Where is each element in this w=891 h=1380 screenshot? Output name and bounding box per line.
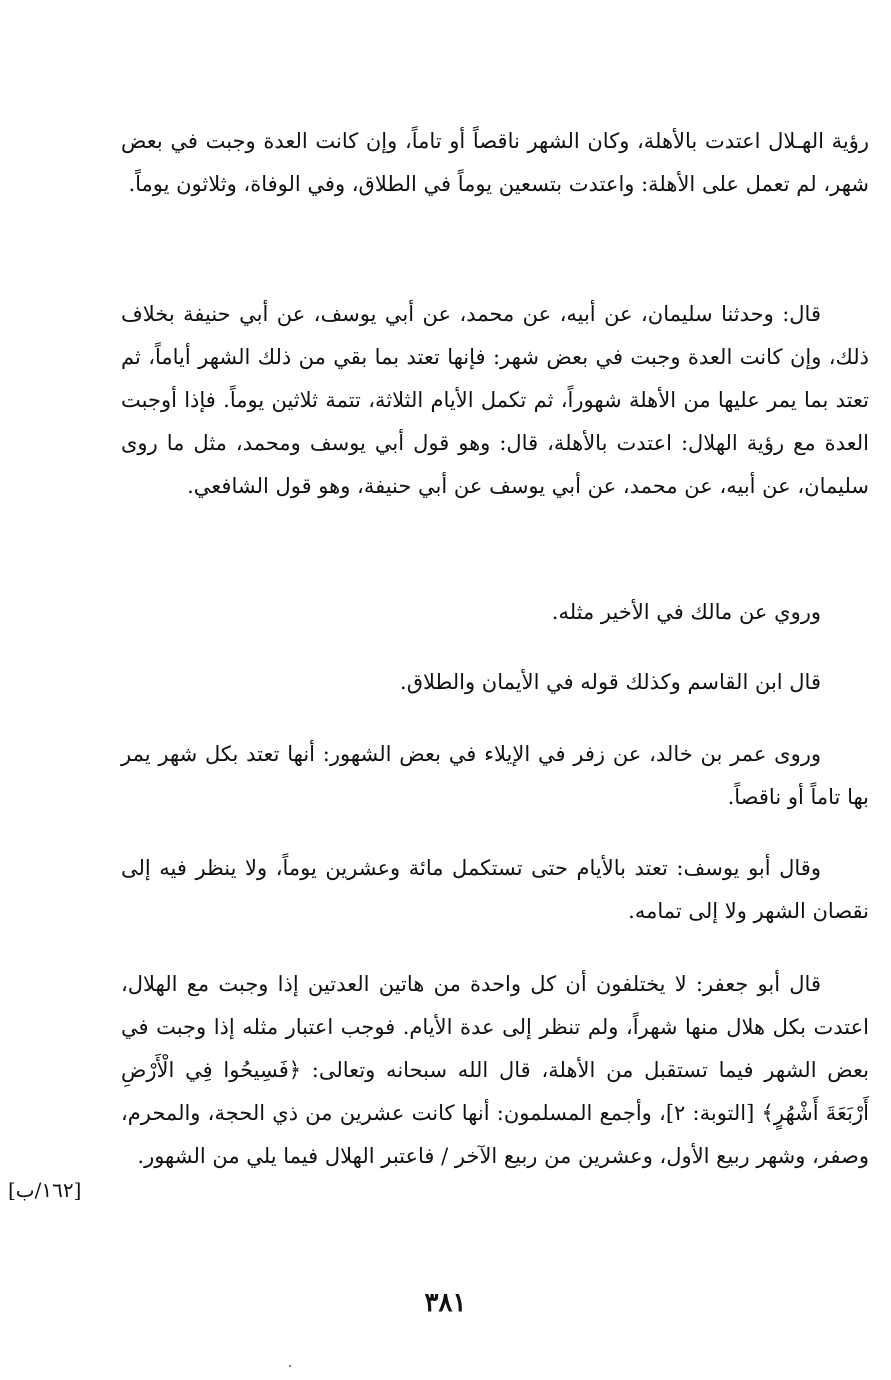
paragraph-7: قال أبو جعفر: لا يختلفون أن كل واحدة من هاتين العدتين إذا وجبت مع الهلال، اعتدت بكل هلال منها شهراً، ولم تنظر إلى عدة الأيام. فوجب اعتبار مثله إذا وجبت في بعض الشهر فيما تستقبل من الأهلة، قال الله سبحانه وتعالى: ﴿فَسِيحُوا فِي الْأَرْضِ أَرْبَعَةَ أَشْهُرٍ﴾ [التوبة: ٢]، وأجمع المسلمون: أنها كانت عشرين من ذي الحجة، والمحرم، وصفر، وشهر ربيع الأول، وعشرين من ربيع الآخر / فاعتبر الهلال فيما يلي من الشهور. (121, 972, 869, 1168)
page-number: ٣٨١ (424, 1288, 467, 1318)
paragraph-6: وقال أبو يوسف: تعتد بالأيام حتى تستكمل مائة وعشرين يوماً، ولا ينظر فيه إلى نقصان الشهر ولا إلى تمامه. (121, 856, 869, 923)
scan-speck (289, 1365, 291, 1367)
manuscript-folio-marker: [١٦٢/ب] (8, 1178, 82, 1202)
paragraph-1: رؤية الهـلال اعتدت بالأهلة، وكان الشهر ناقصاً أو تاماً، وإن كانت العدة وجبت في بعض شهر، لم تعمل على الأهلة: واعتدت بتسعين يوماً في الطلاق، وفي الوفاة، وثلاثون يوماً. (121, 129, 869, 196)
paragraph-4: قال ابن القاسم وكذلك قوله في الأيمان والطلاق. (400, 670, 821, 694)
paragraph-5: وروى عمر بن خالد، عن زفر في الإيلاء في بعض الشهور: أنها تعتد بكل شهر يمر بها تاماً أو ناقصاً. (121, 742, 869, 809)
paragraph-3: وروي عن مالك في الأخير مثله. (551, 600, 821, 624)
paragraph-2: قال: وحدثنا سليمان، عن أبيه، عن محمد، عن أبي يوسف، عن أبي حنيفة بخلاف ذلك، وإن كانت العدة وجبت في بعض شهر: فإنها تعتد بما بقي من ذلك الشهر أياماً، ثم تعتد بما يمر عليها من الأهلة شهوراً، ثم تكمل الأيام الثلاثة، تتمة ثلاثين يوماً. فإذا أوجبت العدة مع رؤية الهلال: اعتدت بالأهلة، قال: وهو قول أبي يوسف ومحمد، مثل ما روى سليمان، عن أبيه، عن محمد، عن أبي يوسف عن أبي حنيفة، وهو قول الشافعي. (121, 302, 869, 498)
